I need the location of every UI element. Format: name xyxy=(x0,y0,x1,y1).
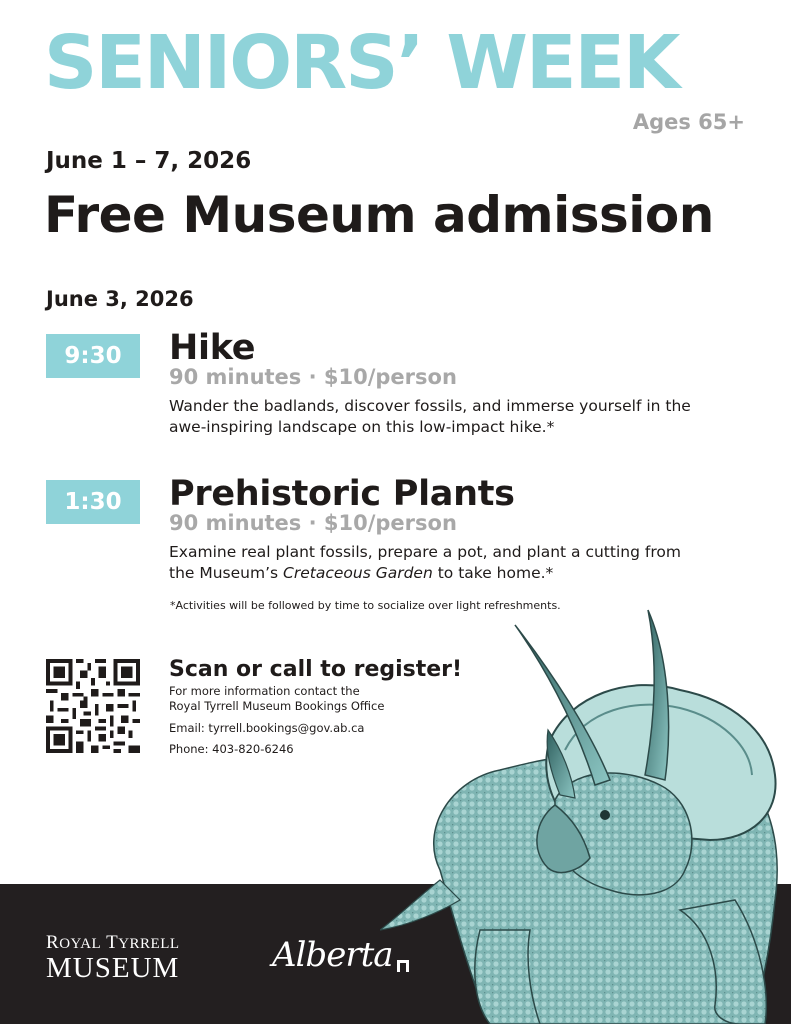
logo-cap-r: R xyxy=(46,932,60,953)
logo-line-2: MUSEUM xyxy=(46,952,180,984)
info-line-1: For more information contact the xyxy=(169,684,360,698)
activity-title-plants: Prehistoric Plants xyxy=(169,474,515,514)
activity-title-hike: Hike xyxy=(169,328,256,368)
activity-description-plants xyxy=(169,542,709,584)
royal-tyrrell-museum-logo xyxy=(46,933,180,983)
time-badge-hike: 9:30 xyxy=(46,334,140,378)
activity-date: June 3, 2026 xyxy=(46,287,194,311)
triceratops-illustration xyxy=(380,600,791,1024)
logo-cap-t: T xyxy=(106,932,119,953)
logo-small-oyal: OYAL xyxy=(59,936,102,952)
activity-description-hike: Wander the badlands, discover fossils, and immerse yourself in the awe-inspiring landscape on this low-impact hike.* xyxy=(169,397,691,436)
description-text-end: to take home.* xyxy=(432,564,554,582)
page-title: SENIORS’ WEEK xyxy=(44,20,679,106)
alberta-logo: Alberta xyxy=(272,935,393,975)
time-badge-plants: 1:30 xyxy=(46,480,140,524)
age-requirement: Ages 65+ xyxy=(632,110,745,134)
admission-heading: Free Museum admission xyxy=(44,186,714,244)
qr-code-icon[interactable] xyxy=(46,659,140,753)
activity-meta-hike: 90 minutes · $10/person xyxy=(169,365,457,389)
description-text: Examine real plant fossils, prepare a pot, and plant a cutting from the Museum’s xyxy=(169,543,681,582)
contact-phone[interactable]: Phone: 403-820-6246 xyxy=(169,742,294,756)
info-line-2: Royal Tyrrell Museum Bookings Office xyxy=(169,699,385,713)
logo-small-yrrell: YRRELL xyxy=(118,936,180,952)
garden-name: Cretaceous Garden xyxy=(283,564,433,582)
footnote: *Activities will be followed by time to socialize over light refreshments. xyxy=(170,599,561,612)
event-date-range: June 1 – 7, 2026 xyxy=(46,148,252,174)
contact-email[interactable]: Email: tyrrell.bookings@gov.ab.ca xyxy=(169,721,365,735)
logo-line-1 xyxy=(46,933,180,952)
register-heading: Scan or call to register! xyxy=(169,657,463,682)
activity-meta-plants: 90 minutes · $10/person xyxy=(169,511,457,535)
